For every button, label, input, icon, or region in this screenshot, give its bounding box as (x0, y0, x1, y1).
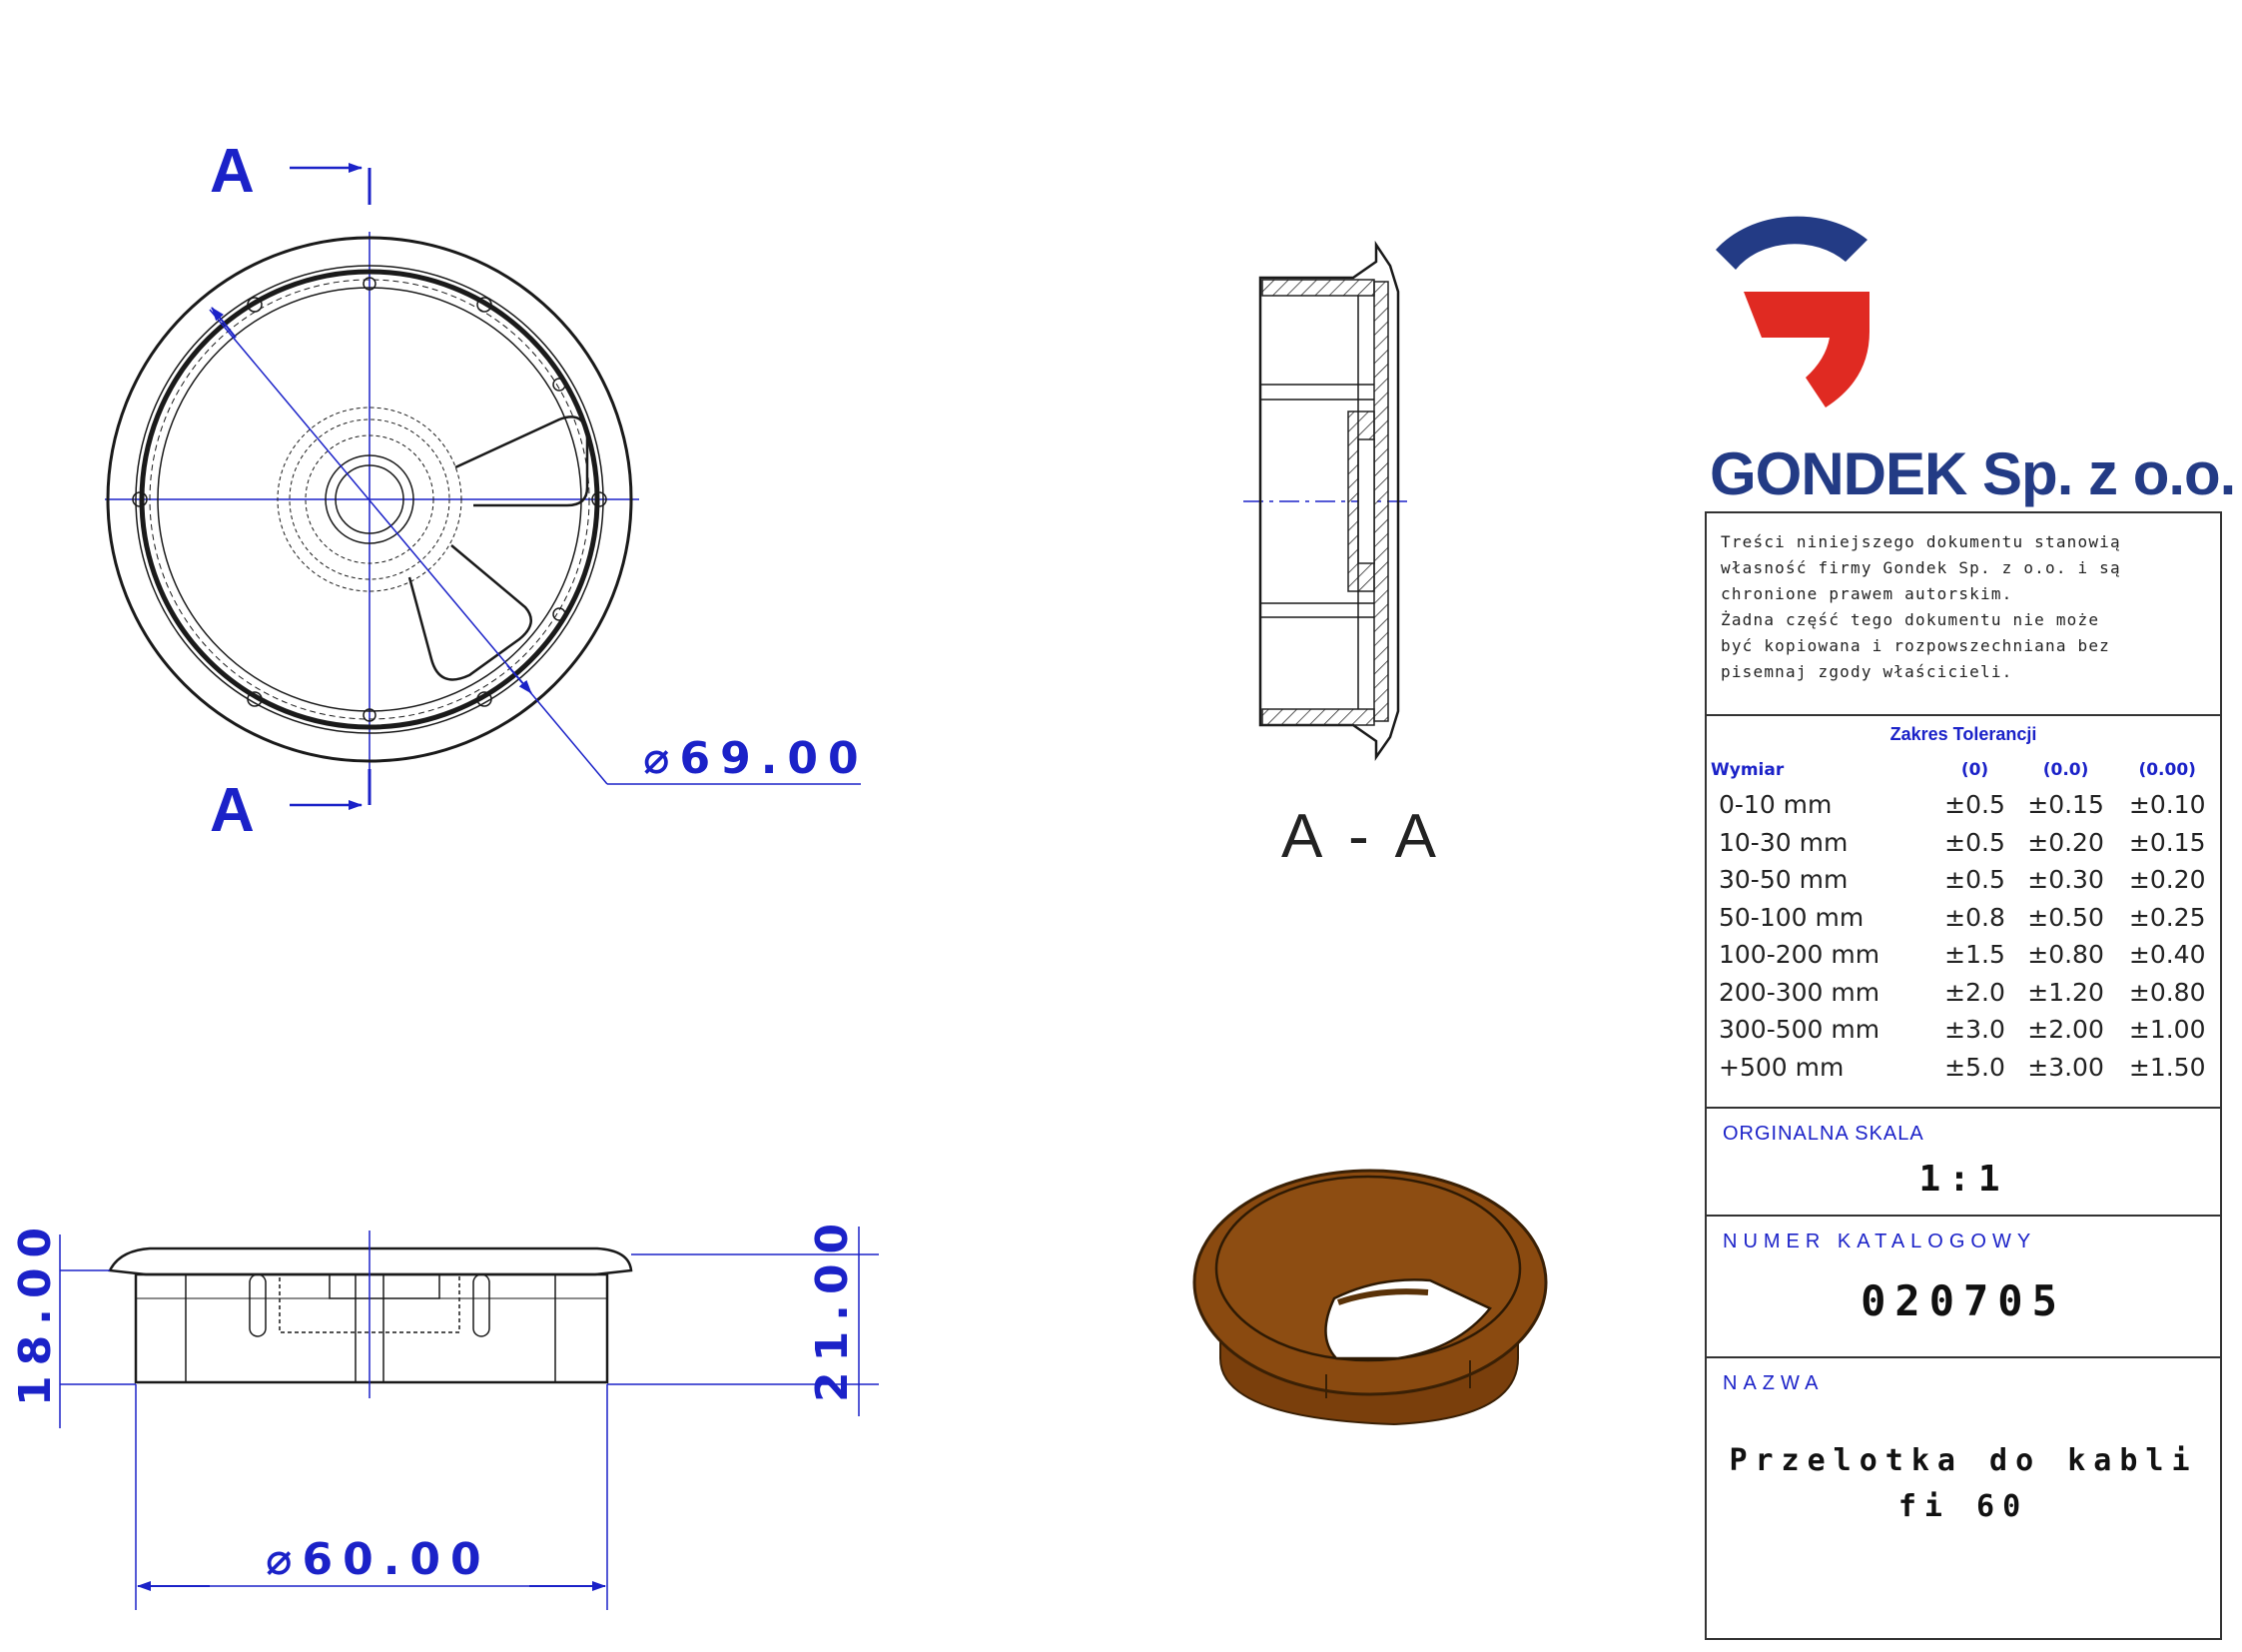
tolerance-value: ±0.20 (2128, 865, 2206, 895)
copyright-line: Treści niniejszego dokumentu stanowią (1721, 532, 2121, 551)
tolerance-value: ±0.80 (2027, 940, 2104, 970)
tolerance-header: (0.00) (2138, 760, 2196, 780)
tolerance-range: 30-50 mm (1719, 865, 1849, 895)
section-marker-bottom: A (210, 776, 255, 845)
side-view (10, 1214, 879, 1610)
copyright-line: własność firmy Gondek Sp. z o.o. i są (1721, 558, 2121, 577)
tolerance-row (1711, 974, 2218, 1012)
tolerance-value: ±0.10 (2128, 790, 2206, 820)
tolerance-range: 300-500 mm (1719, 1015, 1880, 1045)
tolerance-value: ±0.30 (2027, 865, 2104, 895)
tolerance-range: 0-10 mm (1719, 790, 1833, 820)
section-marker-top: A (210, 137, 255, 206)
product-name-line-2: fi 60 (1897, 1489, 2029, 1524)
section-view-label: A - A (1281, 802, 1442, 871)
outer-diameter-dimension: ⌀69.00 (643, 733, 869, 784)
top-view (105, 137, 869, 845)
name-label: NAZWA (1723, 1372, 1825, 1394)
catalog-section (1707, 1217, 2220, 1358)
scale-label: ORGINALNA SKALA (1723, 1123, 1924, 1145)
tolerance-range: +500 mm (1719, 1052, 1845, 1082)
tolerance-header: Wymiar (1711, 760, 1785, 780)
tolerance-range: 50-100 mm (1719, 902, 1865, 932)
tolerance-value: ±2.0 (1944, 977, 2005, 1007)
company-name: GONDEK Sp. z o.o. (1710, 440, 2236, 507)
scale-section (1707, 1109, 2220, 1217)
copyright-notice (1707, 513, 2220, 716)
tolerance-value: ±0.5 (1944, 790, 2005, 820)
tolerance-row (1711, 1011, 2218, 1049)
tolerance-value: ±0.5 (1944, 827, 2005, 857)
tolerance-row (1711, 824, 2218, 862)
copyright-line: Żadna część tego dokumentu nie może (1721, 610, 2100, 629)
tolerance-value: ±0.8 (1944, 902, 2005, 932)
tolerance-value: ±3.00 (2027, 1052, 2104, 1082)
tolerance-range: 200-300 mm (1719, 977, 1880, 1007)
product-name (1707, 1438, 2220, 1530)
tolerance-value: ±0.80 (2128, 977, 2206, 1007)
tolerance-row (1711, 936, 2218, 974)
tolerance-title: Zakres Tolerancji (1889, 724, 2037, 744)
height-body-dimension: 18.00 (10, 1217, 61, 1406)
tolerance-row (1711, 1049, 2218, 1087)
tolerance-row (1711, 786, 2218, 824)
scale-value: 1:1 (1918, 1159, 2008, 1200)
tolerance-range: 10-30 mm (1719, 827, 1849, 857)
copyright-line: być kopiowana i rozpowszechniana bez (1721, 636, 2110, 655)
copyright-line: pisemnaj zgody właścicieli. (1721, 662, 2013, 681)
product-name-line-1: Przelotka do kabli (1729, 1443, 2198, 1478)
tolerance-value: ±0.20 (2027, 827, 2104, 857)
inner-diameter-dimension: ⌀60.00 (266, 1534, 491, 1585)
title-block (1705, 511, 2222, 1640)
section-view (1243, 245, 1442, 871)
tolerance-section (1707, 716, 2220, 1109)
copyright-line: chronione prawem autorskim. (1721, 584, 2013, 603)
tolerance-row (1711, 861, 2218, 899)
tolerance-value: ±1.5 (1944, 940, 2005, 970)
name-section (1707, 1358, 2220, 1638)
catalog-label: NUMER KATALOGOWY (1723, 1231, 2037, 1252)
tolerance-range: 100-200 mm (1719, 940, 1880, 970)
tolerance-value: ±0.25 (2128, 902, 2206, 932)
tolerance-value: ±1.20 (2027, 977, 2104, 1007)
tolerance-row (1711, 899, 2218, 937)
tolerance-value: ±2.00 (2027, 1015, 2104, 1045)
tolerance-table (1711, 754, 2218, 1086)
tolerance-value: ±0.15 (2027, 790, 2104, 820)
catalog-number: 020705 (1861, 1276, 2066, 1325)
tolerance-header: (0.0) (2042, 760, 2089, 780)
height-total-dimension: 21.00 (807, 1213, 858, 1402)
tolerance-value: ±5.0 (1944, 1052, 2005, 1082)
tolerance-value: ±0.15 (2128, 827, 2206, 857)
product-render (1194, 1171, 1546, 1424)
tolerance-value: ±1.50 (2128, 1052, 2206, 1082)
tolerance-value: ±1.00 (2128, 1015, 2206, 1045)
tolerance-value: ±0.50 (2027, 902, 2104, 932)
tolerance-value: ±0.40 (2128, 940, 2206, 970)
tolerance-value: ±3.0 (1944, 1015, 2005, 1045)
tolerance-value: ±0.5 (1944, 865, 2005, 895)
tolerance-header: (0) (1960, 760, 1989, 780)
